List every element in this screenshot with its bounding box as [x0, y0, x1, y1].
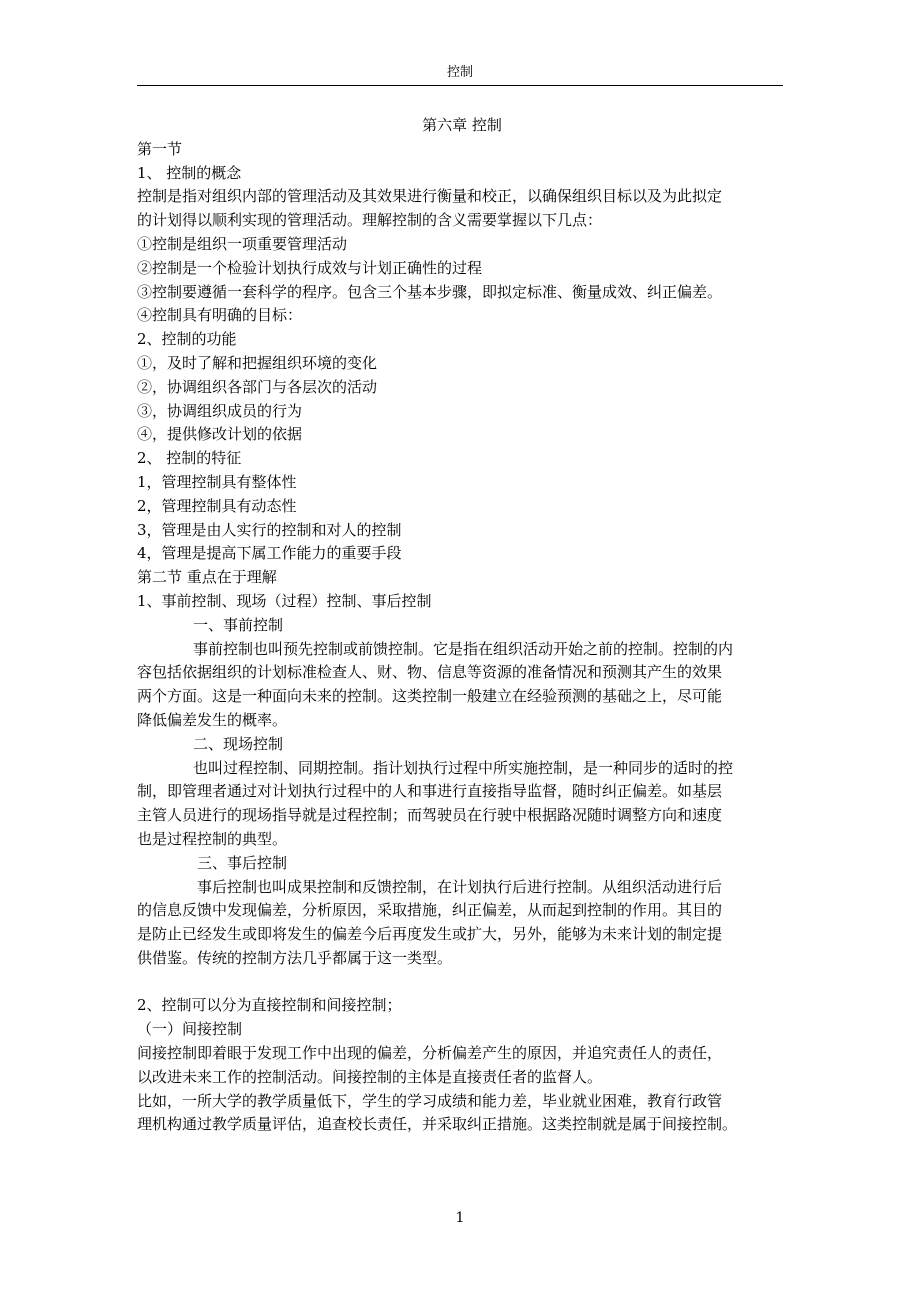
post-control-heading: 三、事后控制 — [197, 853, 288, 872]
paragraph-line: 也是过程控制的典型。 — [137, 829, 288, 848]
paragraph-line: 主管人员进行的现场指导就是过程控制；而驾驶员在行驶中根据路况随时调整方向和速度 — [137, 806, 723, 825]
paragraph-line: 制，即管理者通过对计划执行过程中的人和事进行直接指导监督，随时纠正偏差。如基层 — [137, 782, 723, 801]
list-item: ②控制是一个检验计划执行成效与计划正确性的过程 — [137, 258, 483, 277]
section-2-heading: 第二节 重点在于理解 — [137, 568, 277, 587]
document-body — [137, 114, 787, 1137]
paragraph-line: 两个方面。这是一种面向未来的控制。这类控制一般建立在经验预测的基础之上，尽可能 — [137, 687, 723, 706]
list-item: 4，管理是提高下属工作能力的重要手段 — [137, 544, 402, 563]
feature-heading: 2、 控制的特征 — [137, 449, 242, 468]
list-item: 2，管理控制具有动态性 — [137, 496, 297, 515]
list-item: ④，提供修改计划的依据 — [137, 425, 303, 444]
chapter-title: 第六章 控制 — [422, 116, 502, 134]
page-number: 1 — [455, 1210, 465, 1226]
paragraph-line: 事前控制也叫预先控制或前馈控制。它是指在组织活动开始之前的控制。控制的内 — [193, 639, 734, 658]
direct-indirect-heading: 2、控制可以分为直接控制和间接控制； — [137, 996, 402, 1015]
paragraph-line: 间接控制即着眼于发现工作中出现的偏差，分析偏差产生的原因，并追究责任人的责任， — [137, 1044, 723, 1063]
indirect-control-heading: （一）间接控制 — [137, 1020, 243, 1039]
paragraph-line: 事后控制也叫成果控制和反馈控制，在计划执行后进行控制。从组织活动进行后 — [197, 877, 723, 896]
list-item: ①，及时了解和把握组织环境的变化 — [137, 353, 378, 372]
paragraph-line: 控制是指对组织内部的管理活动及其效果进行衡量和校正，以确保组织目标以及为此拟定 — [137, 187, 723, 206]
paragraph-line: 的信息反馈中发现偏差，分析原因，采取措施，纠正偏差，从而起到控制的作用。其目的 — [137, 901, 723, 920]
list-item: 3，管理是由人实行的控制和对人的控制 — [137, 520, 402, 539]
concept-heading: 1、 控制的概念 — [137, 163, 242, 182]
header-rule — [137, 85, 783, 86]
paragraph-line: 比如，一所大学的教学质量低下，学生的学习成绩和能力差，毕业就业困难，教育行政管 — [137, 1091, 723, 1110]
paragraph-line: 的计划得以顺利实现的管理活动。理解控制的含义需要掌握以下几点： — [137, 211, 603, 230]
field-control-heading: 二、现场控制 — [193, 734, 284, 753]
paragraph-line: 供借鉴。传统的控制方法几乎都属于这一类型。 — [137, 948, 453, 967]
list-item: 1，管理控制具有整体性 — [137, 472, 297, 491]
section-1-heading: 第一节 — [137, 139, 183, 158]
function-heading: 2、控制的功能 — [137, 330, 237, 349]
paragraph-line: 降低偏差发生的概率。 — [137, 710, 288, 729]
list-item: ①控制是组织一项重要管理活动 — [137, 234, 348, 253]
pre-control-heading: 一、事前控制 — [193, 615, 284, 634]
paragraph-line: 理机构通过教学质量评估，追查校长责任，并采取纠正措施。这类控制就是属于间接控制。 — [137, 1115, 738, 1134]
list-item: ④控制具有明确的目标： — [137, 306, 303, 325]
control-types-heading: 1、事前控制、现场（过程）控制、事后控制 — [137, 591, 432, 610]
page-header-title: 控制 — [446, 65, 473, 80]
paragraph-line: 容包括依据组织的计划标准检查人、财、物、信息等资源的准备情况和预测其产生的效果 — [137, 663, 723, 682]
list-item: ③控制要遵循一套科学的程序。包含三个基本步骤，即拟定标准、衡量成效、纠正偏差。 — [137, 282, 723, 301]
list-item: ③，协调组织成员的行为 — [137, 401, 303, 420]
blank-line — [137, 971, 787, 995]
paragraph-line: 是防止已经发生或即将发生的偏差今后再度发生或扩大，另外，能够为未来计划的制定提 — [137, 925, 723, 944]
paragraph-line: 也叫过程控制、同期控制。指计划执行过程中所实施控制，是一种同步的适时的控 — [193, 758, 734, 777]
paragraph-line: 以改进未来工作的控制活动。间接控制的主体是直接责任者的监督人。 — [137, 1067, 603, 1086]
list-item: ②，协调组织各部门与各层次的活动 — [137, 377, 378, 396]
